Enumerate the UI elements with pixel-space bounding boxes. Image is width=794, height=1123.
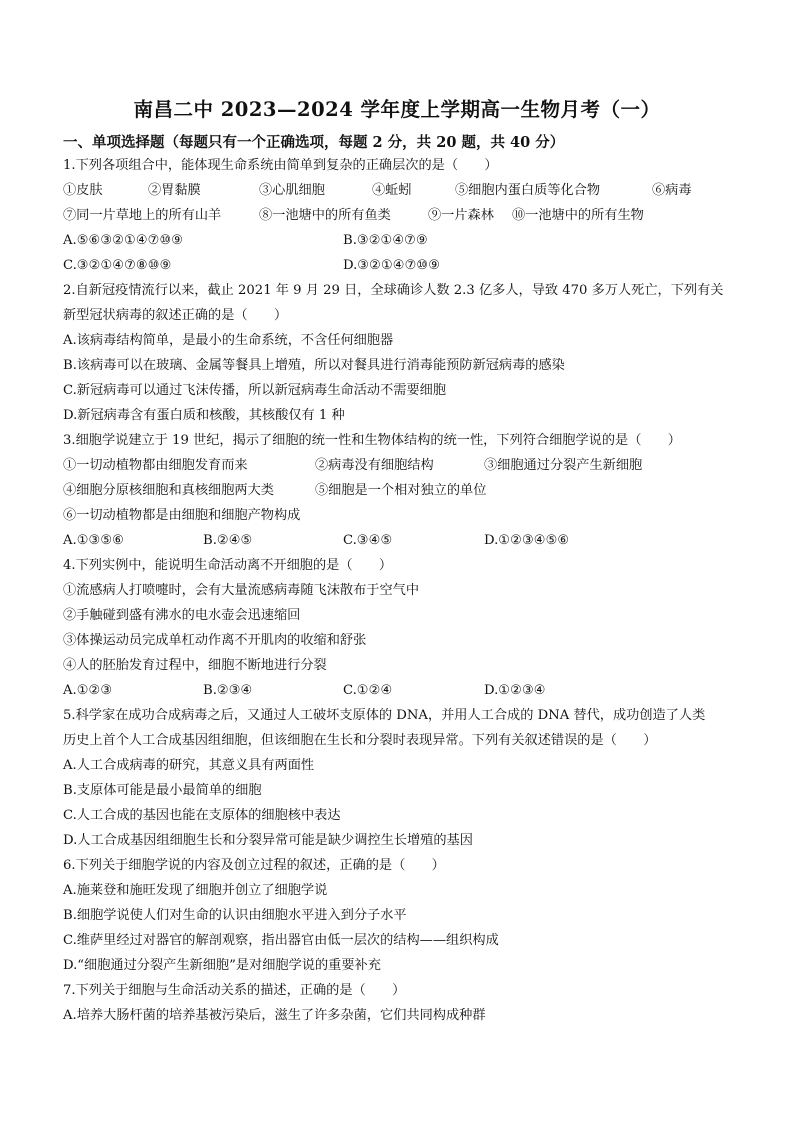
question-stem: 4.下列实例中，能说明生命活动离不开细胞的是（ ） — [63, 558, 393, 573]
question-stem-continued: 历史上首个人工合成基因组细胞，但该细胞在生长和分裂时表现异常。下列有关叙述错误的是（ ） — [63, 733, 657, 748]
statement-item: ②病毒没有细胞结构 — [315, 458, 434, 473]
answer-option-a: A.施莱登和施旺发现了细胞并创立了细胞学说 — [63, 883, 328, 898]
statement-item: ⑥一切动植物都是由细胞和细胞产物构成 — [63, 508, 301, 523]
answer-option-a: A.①②③ — [63, 683, 113, 698]
statement-item: ③细胞通过分裂产生新细胞 — [484, 458, 643, 473]
exam-title: 南昌二中 2023—2024 学年度上学期高一生物月考（一） — [133, 98, 661, 121]
question-stem: 6.下列关于细胞学说的内容及创立过程的叙述，正确的是（ ） — [63, 858, 445, 873]
answer-option-d: D.①②③④ — [484, 683, 546, 698]
statement-item: ②胃黏膜 — [148, 183, 201, 198]
statement-item: ⑩一池塘中的所有生物 — [512, 208, 644, 223]
answer-option-d: D.③②①④⑦⑩⑨ — [343, 258, 441, 273]
answer-option-a: A.人工合成病毒的研究，其意义具有两面性 — [63, 758, 315, 773]
statement-item: ③体操运动员完成单杠动作离不开肌肉的收缩和舒张 — [63, 633, 367, 648]
section-heading: 一、单项选择题（每题只有一个正确选项，每题 2 分，共 20 题，共 40 分） — [63, 134, 565, 151]
answer-option-a: A.①③⑤⑥ — [63, 533, 125, 548]
statement-item: ①一切动植物都由细胞发育而来 — [63, 458, 248, 473]
question-stem: 5.科学家在成功合成病毒之后，又通过人工破坏支原体的 DNA，并用人工合成的 DNA 替代，成功创造了人类 — [63, 708, 706, 723]
answer-option-b: B.②③④ — [203, 683, 253, 698]
answer-option-b: B.该病毒可以在玻璃、金属等餐具上增殖，所以对餐具进行消毒能预防新冠病毒的感染 — [63, 358, 565, 373]
answer-option-d: D.人工合成基因组细胞生长和分裂异常可能是缺少调控生长增殖的基因 — [63, 833, 473, 848]
statement-item: ①流感病人打喷嚏时，会有大量流感病毒随飞沫散布于空气中 — [63, 583, 420, 598]
statement-item: ⑤细胞是一个相对独立的单位 — [315, 483, 487, 498]
question-stem: 3.细胞学说建立于 19 世纪，揭示了细胞的统一性和生物体结构的统一性，下列符合细胞学说的是（ ） — [63, 433, 681, 448]
statement-item: ④蚯蚓 — [372, 183, 412, 198]
statement-item: ⑧一池塘中的所有鱼类 — [259, 208, 391, 223]
statement-item: ①皮肤 — [63, 183, 103, 198]
statement-item: ⑨一片森林 — [428, 208, 494, 223]
statement-item: ④细胞分原核细胞和真核细胞两大类 — [63, 483, 274, 498]
statement-item: ⑦同一片草地上的所有山羊 — [63, 208, 222, 223]
answer-option-c: C.人工合成的基因也能在支原体的细胞核中表达 — [63, 808, 341, 823]
question-stem: 7.下列关于细胞与生命活动关系的描述，正确的是（ ） — [63, 983, 406, 998]
answer-option-b: B.细胞学说使人们对生命的认识由细胞水平进入到分子水平 — [63, 908, 407, 923]
question-stem: 1.下列各项组合中，能体现生命系统由简单到复杂的正确层次的是（ ） — [63, 158, 498, 173]
answer-option-c: C.③④⑤ — [343, 533, 393, 548]
answer-option-b: B.②④⑤ — [203, 533, 253, 548]
question-stem-continued: 新型冠状病毒的叙述正确的是（ ） — [63, 308, 288, 323]
statement-item: ②手触碰到盛有沸水的电水壶会迅速缩回 — [63, 608, 301, 623]
answer-option-c: C.③②①④⑦⑧⑩⑨ — [63, 258, 172, 273]
statement-item: ⑥病毒 — [652, 183, 692, 198]
statement-item: ④人的胚胎发育过程中，细胞不断地进行分裂 — [63, 658, 327, 673]
statement-item: ③心肌细胞 — [259, 183, 325, 198]
answer-option-b: B.支原体可能是最小最简单的细胞 — [63, 783, 262, 798]
question-stem: 2.自新冠疫情流行以来，截止 2021 年 9 月 29 日，全球确诊人数 2.3 亿多人，导致 470 多万人死亡，下列有关 — [63, 283, 724, 298]
answer-option-a: A.该病毒结构简单，是最小的生命系统，不含任何细胞器 — [63, 333, 394, 348]
answer-option-c: C.维萨里经过对器官的解剖观察，指出器官由低一层次的结构——组织构成 — [63, 933, 499, 948]
answer-option-d: D.“细胞通过分裂产生新细胞”是对细胞学说的重要补充 — [63, 958, 381, 973]
answer-option-d: D.新冠病毒含有蛋白质和核酸，其核酸仅有 1 种 — [63, 408, 345, 423]
answer-option-a: A.⑤⑥③②①④⑦⑩⑨ — [63, 233, 184, 248]
answer-option-a: A.培养大肠杆菌的培养基被污染后，滋生了许多杂菌，它们共同构成种群 — [63, 1008, 486, 1023]
statement-item: ⑤细胞内蛋白质等化合物 — [455, 183, 601, 198]
answer-option-b: B.③②①④⑦⑨ — [343, 233, 428, 248]
answer-option-c: C.①②④ — [343, 683, 393, 698]
answer-option-c: C.新冠病毒可以通过飞沫传播，所以新冠病毒生命活动不需要细胞 — [63, 383, 447, 398]
answer-option-d: D.①②③④⑤⑥ — [484, 533, 570, 548]
